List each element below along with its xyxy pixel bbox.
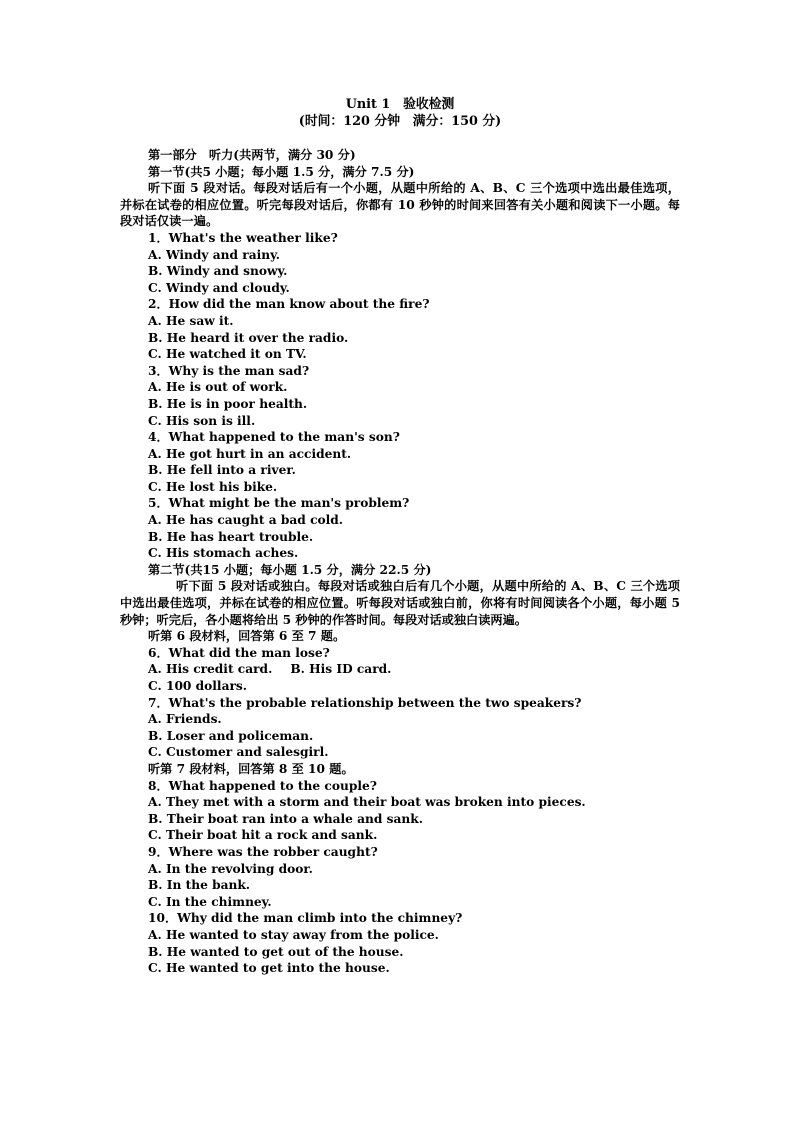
question-10-option-a: A. He wanted to stay away from the police. [148, 927, 439, 942]
question-7-option-b: B. Loser and policeman. [148, 728, 314, 743]
question-2-option-b: B. He heard it over the radio. [148, 330, 349, 345]
question-5-option-c: C. His stomach aches. [148, 546, 299, 561]
question-6: 6．What did the man lose? [148, 645, 330, 660]
question-5-option-a: A. He has caught a bad cold. [148, 513, 344, 528]
question-3-option-c: C. His son is ill. [148, 413, 256, 428]
question-4: 4．What happened to the man's son? [148, 430, 400, 445]
question-10-option-b: B. He wanted to get out of the house. [148, 944, 404, 959]
part1-heading: 第一部分 听力(共两节，满分 30 分) [148, 148, 356, 162]
question-4-option-a: A. He got hurt in an accident. [148, 446, 352, 461]
section1-instructions: 听下面 5 段对话。每段对话后有一个小题，从题中所给的 A、B、C 三个选项中选出最佳选项，并标在试卷的相应位置。听完每段对话后，你都有 10 秒钟的时间来回答有关小题和阅读下一小题。每段对话仅读一遍。 [120, 181, 680, 229]
question-8: 8．What happened to the couple? [148, 778, 377, 793]
question-4-option-b: B. He fell into a river. [148, 463, 296, 478]
material-7-label: 听第 7 段材料，回答第 8 至 10 题。 [148, 761, 354, 776]
spacer [120, 130, 680, 147]
page-subtitle: (时间：120 分钟 满分：150 分) [298, 114, 502, 129]
question-6-option-b: B. His ID card. [290, 662, 392, 677]
question-9-option-b: B. In the bank. [148, 878, 251, 893]
section1-heading: 第一节(共5 小题；每小题 1.5 分，满分 7.5 分) [148, 164, 415, 179]
material-6-label: 听第 6 段材料，回答第 6 至 7 题。 [148, 629, 346, 644]
question-2-option-c: C. He watched it on TV. [148, 347, 307, 362]
question-3-option-a: A. He is out of work. [148, 380, 288, 395]
question-10: 10．Why did the man climb into the chimney? [148, 911, 463, 926]
question-4-option-c: C. He lost his bike. [148, 479, 278, 494]
section2-instructions: 听下面 5 段对话或独白。每段对话或独白后有几个小题，从题中所给的 A、B、C 三个选项中选出最佳选项，并标在试卷的相应位置。听每段对话或独白前，你将有时间阅读各个小题，每小题 5 秒钟；听完后，各小题将给出 5 秒钟的作答时间。每段对话或独白读两遍。 [120, 579, 680, 627]
question-1: 1．What's the weather like? [148, 230, 338, 245]
question-5-option-b: B. He has heart trouble. [148, 529, 314, 544]
question-1-option-a: A. Windy and rainy. [148, 247, 281, 262]
question-10-option-c: C. He wanted to get into the house. [148, 961, 390, 976]
question-9-option-a: A. In the revolving door. [148, 861, 313, 876]
question-7-option-c: C. Customer and salesgirl. [148, 745, 329, 760]
question-8-option-a: A. They met with a storm and their boat was broken into pieces. [148, 795, 586, 810]
question-9: 9．Where was the robber caught? [148, 844, 378, 859]
question-7-option-a: A. Friends. [148, 712, 222, 727]
question-8-option-c: C. Their boat hit a rock and sank. [148, 828, 378, 843]
question-8-option-b: B. Their boat ran into a whale and sank. [148, 811, 423, 826]
question-3-option-b: B. He is in poor health. [148, 396, 308, 411]
question-2-option-a: A. He saw it. [148, 313, 234, 328]
question-6-options-ab [120, 661, 680, 678]
question-5: 5．What might be the man's problem? [148, 496, 410, 511]
question-6-option-c: C. 100 dollars. [148, 679, 247, 693]
page-title: Unit 1 验收检测 [345, 97, 455, 112]
question-3: 3．Why is the man sad? [148, 363, 310, 378]
question-9-option-c: C. In the chimney. [148, 894, 272, 909]
exam-page [120, 96, 680, 977]
question-1-option-c: C. Windy and cloudy. [148, 280, 290, 295]
question-7: 7．What's the probable relationship between the two speakers? [148, 695, 582, 710]
question-6-option-a: A. His credit card. [148, 662, 273, 677]
question-2: 2．How did the man know about the fire? [148, 297, 430, 312]
question-1-option-b: B. Windy and snowy. [148, 264, 288, 279]
section2-heading: 第二节(共15 小题；每小题 1.5 分，满分 22.5 分) [148, 562, 432, 577]
